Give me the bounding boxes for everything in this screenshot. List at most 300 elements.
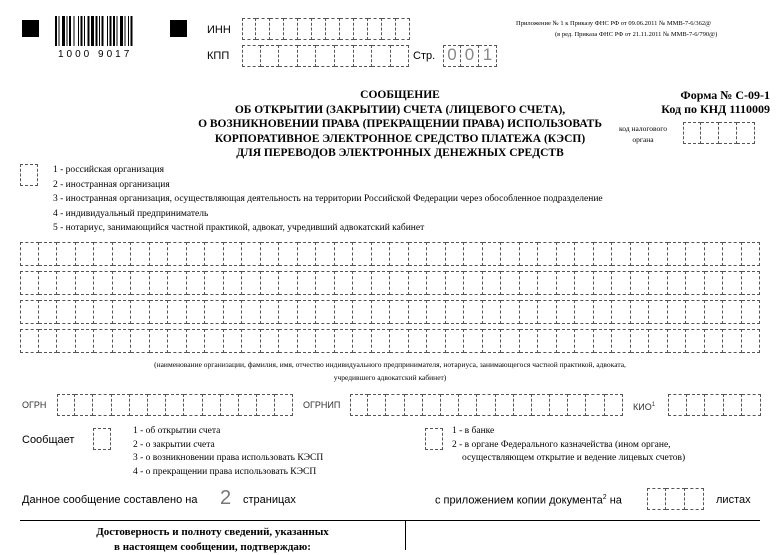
input-cell[interactable]	[612, 329, 631, 353]
input-cell[interactable]	[742, 329, 761, 353]
input-cell[interactable]	[130, 394, 148, 416]
account-place-list	[452, 425, 685, 466]
input-cell[interactable]	[687, 394, 706, 416]
input-cell[interactable]	[382, 18, 396, 40]
input-cell[interactable]	[298, 300, 317, 324]
knd-code: Код по КНД 1110009	[661, 102, 770, 116]
input-cell[interactable]	[386, 394, 404, 416]
input-cell[interactable]	[446, 271, 465, 295]
input-cell[interactable]	[205, 242, 224, 266]
input-cell[interactable]	[354, 45, 373, 67]
input-cell[interactable]	[76, 271, 95, 295]
input-cell[interactable]	[390, 300, 409, 324]
org-name-row-3[interactable]	[20, 300, 760, 324]
input-cell[interactable]	[446, 300, 465, 324]
barcode-bar	[117, 16, 118, 46]
input-cell[interactable]	[612, 271, 631, 295]
input-cell[interactable]	[705, 329, 724, 353]
input-cell[interactable]	[57, 242, 76, 266]
input-cell[interactable]	[242, 271, 261, 295]
input-cell[interactable]	[723, 329, 742, 353]
input-cell[interactable]	[113, 300, 132, 324]
page-digit[interactable]: 0	[461, 45, 479, 67]
input-cell[interactable]	[75, 394, 93, 416]
input-cell[interactable]	[261, 242, 280, 266]
input-cell[interactable]	[594, 300, 613, 324]
kio-label-text: КИО	[633, 402, 652, 412]
input-cell[interactable]	[409, 242, 428, 266]
pages-word: страницах	[243, 494, 296, 506]
input-cell[interactable]	[575, 242, 594, 266]
input-cell[interactable]	[131, 300, 150, 324]
input-cell[interactable]	[184, 394, 202, 416]
input-cell[interactable]	[270, 18, 284, 40]
input-cell[interactable]	[557, 242, 576, 266]
input-cell[interactable]	[57, 271, 76, 295]
input-cell[interactable]	[705, 300, 724, 324]
account-place-option: 1 - в банке	[452, 426, 495, 436]
org-type-option: 1 - российская организация	[53, 165, 164, 175]
barcode-bar	[69, 16, 71, 46]
input-cell[interactable]	[612, 242, 631, 266]
input-cell[interactable]	[423, 394, 441, 416]
input-cell[interactable]	[187, 300, 206, 324]
barcode-bar	[84, 16, 85, 46]
account-place-option: осуществляющем открытие и ведение лицевых счетов)	[462, 453, 686, 463]
account-place-checkbox[interactable]	[425, 428, 443, 450]
input-cell[interactable]	[353, 329, 372, 353]
input-cell[interactable]	[705, 394, 724, 416]
input-cell[interactable]	[279, 45, 298, 67]
input-cell[interactable]	[261, 300, 280, 324]
ogrnip-label: ОГРНИП	[303, 400, 341, 410]
barcode-bar	[78, 16, 79, 46]
input-cell[interactable]	[368, 18, 382, 40]
input-cell[interactable]	[279, 271, 298, 295]
input-cell[interactable]	[649, 300, 668, 324]
input-cell[interactable]	[275, 394, 293, 416]
input-cell[interactable]	[224, 271, 243, 295]
input-cell[interactable]	[372, 271, 391, 295]
input-cell[interactable]	[668, 394, 687, 416]
input-cell[interactable]	[242, 45, 261, 67]
tax-authority-code-cells[interactable]	[683, 122, 755, 144]
input-cell[interactable]	[39, 242, 58, 266]
footer-line: Достоверность и полноту сведений, указанных	[96, 526, 329, 538]
barcode-bar	[59, 16, 60, 46]
input-cell[interactable]	[649, 329, 668, 353]
input-cell[interactable]	[113, 329, 132, 353]
org-type-option: 5 - нотариус, занимающийся частной практикой, адвокат, учредивший адвокатский кабинет	[53, 223, 425, 233]
footer-confirmation	[20, 525, 405, 555]
input-cell[interactable]	[57, 394, 75, 416]
input-cell[interactable]	[39, 329, 58, 353]
input-cell[interactable]	[701, 122, 719, 144]
barcode-bar	[62, 16, 65, 46]
input-cell[interactable]	[20, 242, 39, 266]
input-cell[interactable]	[427, 300, 446, 324]
input-cell[interactable]	[39, 300, 58, 324]
barcode-bar	[120, 16, 123, 46]
input-cell[interactable]	[76, 329, 95, 353]
input-cell[interactable]	[409, 329, 428, 353]
form-number: Форма № С-09-1	[680, 88, 770, 102]
input-cell[interactable]	[57, 300, 76, 324]
ogrn-label: ОГРН	[22, 400, 47, 410]
barcode-bar	[88, 16, 90, 46]
input-cell[interactable]	[575, 300, 594, 324]
input-cell[interactable]	[409, 271, 428, 295]
input-cell[interactable]	[316, 271, 335, 295]
input-cell[interactable]	[76, 300, 95, 324]
input-cell[interactable]	[723, 271, 742, 295]
input-cell[interactable]	[150, 300, 169, 324]
input-cell[interactable]	[514, 394, 532, 416]
input-cell[interactable]	[723, 300, 742, 324]
ogrnip-cells[interactable]	[350, 394, 623, 416]
input-cell[interactable]	[550, 394, 568, 416]
barcode-bar	[55, 16, 57, 46]
input-cell[interactable]	[205, 300, 224, 324]
input-cell[interactable]	[242, 18, 256, 40]
report-type-checkbox[interactable]	[93, 428, 111, 450]
input-cell[interactable]	[538, 300, 557, 324]
input-cell[interactable]	[372, 45, 391, 67]
input-cell[interactable]	[261, 271, 280, 295]
inn-cells[interactable]	[242, 18, 410, 40]
ogrn-cells[interactable]	[57, 394, 293, 416]
input-cell[interactable]	[390, 271, 409, 295]
input-cell[interactable]	[224, 329, 243, 353]
on-word: на	[609, 494, 622, 507]
barcode	[55, 16, 170, 46]
input-cell[interactable]	[668, 329, 687, 353]
input-cell[interactable]	[390, 242, 409, 266]
appendix-line-2: (в ред. Приказа ФНС РФ от 21.11.2011 № ММВ-7-6/790@)	[555, 31, 718, 38]
input-cell[interactable]	[520, 329, 539, 353]
input-cell[interactable]	[316, 242, 335, 266]
input-cell[interactable]	[496, 394, 514, 416]
input-cell[interactable]	[354, 18, 368, 40]
input-cell[interactable]	[441, 394, 459, 416]
input-cell[interactable]	[575, 329, 594, 353]
tax-authority-label-line: код налогового	[619, 124, 667, 133]
input-cell[interactable]	[483, 300, 502, 324]
input-cell[interactable]	[242, 329, 261, 353]
input-cell[interactable]	[187, 271, 206, 295]
input-cell[interactable]	[284, 18, 298, 40]
input-cell[interactable]	[483, 329, 502, 353]
input-cell[interactable]	[256, 18, 270, 40]
input-cell[interactable]	[224, 300, 243, 324]
input-cell[interactable]	[372, 329, 391, 353]
input-cell[interactable]	[20, 329, 39, 353]
input-cell[interactable]	[427, 329, 446, 353]
barcode-bar	[113, 16, 115, 46]
input-cell[interactable]	[131, 242, 150, 266]
input-cell[interactable]	[685, 488, 704, 510]
title-line: ОБ ОТКРЫТИИ (ЗАКРЫТИИ) СЧЕТА (ЛИЦЕВОГО СЧЕТА),	[234, 103, 566, 116]
input-cell[interactable]	[742, 300, 761, 324]
input-cell[interactable]	[335, 300, 354, 324]
barcode-bar	[99, 16, 100, 46]
input-cell[interactable]	[719, 122, 737, 144]
input-cell[interactable]	[168, 271, 187, 295]
barcode-bar	[128, 16, 129, 46]
input-cell[interactable]	[586, 394, 604, 416]
input-cell[interactable]	[459, 394, 477, 416]
input-cell[interactable]	[649, 271, 668, 295]
input-cell[interactable]	[391, 45, 410, 67]
kio-label	[633, 402, 655, 412]
input-cell[interactable]	[340, 18, 354, 40]
input-cell[interactable]	[631, 300, 650, 324]
org-name-row-4[interactable]	[20, 329, 760, 353]
input-cell[interactable]	[538, 242, 557, 266]
input-cell[interactable]	[446, 329, 465, 353]
copy-sheets-cells[interactable]	[647, 488, 704, 510]
input-cell[interactable]	[668, 300, 687, 324]
appendix-line-1: Приложение № 1 к Приказу ФНС РФ от 09.06.2011 № ММВ-7-6/362@	[516, 20, 712, 27]
barcode-bar	[110, 16, 112, 46]
input-cell[interactable]	[298, 329, 317, 353]
input-cell[interactable]	[686, 271, 705, 295]
input-cell[interactable]	[446, 242, 465, 266]
input-cell[interactable]	[501, 329, 520, 353]
barcode-bar	[102, 16, 104, 46]
input-cell[interactable]	[647, 488, 666, 510]
input-cell[interactable]	[464, 329, 483, 353]
input-cell[interactable]	[575, 271, 594, 295]
input-cell[interactable]	[568, 394, 586, 416]
input-cell[interactable]	[224, 242, 243, 266]
report-type-list	[133, 425, 323, 479]
input-cell[interactable]	[257, 394, 275, 416]
input-cell[interactable]	[631, 271, 650, 295]
input-cell[interactable]	[742, 271, 761, 295]
input-cell[interactable]	[538, 329, 557, 353]
input-cell[interactable]	[557, 300, 576, 324]
input-cell[interactable]	[298, 18, 312, 40]
input-cell[interactable]	[501, 271, 520, 295]
title-line: О ВОЗНИКНОВЕНИИ ПРАВА (ПРЕКРАЩЕНИИ ПРАВА) ИСПОЛЬЗОВАТЬ	[198, 118, 602, 130]
input-cell[interactable]	[649, 242, 668, 266]
input-cell[interactable]	[372, 300, 391, 324]
page-number-cells[interactable]	[443, 45, 497, 67]
input-cell[interactable]	[353, 300, 372, 324]
input-cell[interactable]	[335, 329, 354, 353]
input-cell[interactable]	[372, 242, 391, 266]
input-cell[interactable]	[683, 122, 701, 144]
input-cell[interactable]	[705, 242, 724, 266]
input-cell[interactable]	[279, 329, 298, 353]
org-type-option: 2 - иностранная организация	[53, 179, 170, 190]
input-cell[interactable]	[335, 271, 354, 295]
input-cell[interactable]	[520, 242, 539, 266]
input-cell[interactable]	[464, 271, 483, 295]
input-cell[interactable]	[594, 271, 613, 295]
input-cell[interactable]	[705, 271, 724, 295]
copy-document-text: с приложением копии документа	[435, 494, 603, 507]
input-cell[interactable]	[520, 300, 539, 324]
input-cell[interactable]	[483, 271, 502, 295]
sheets-word: листах	[716, 494, 751, 506]
input-cell[interactable]	[723, 242, 742, 266]
report-type-option: 2 - о закрытии счета	[133, 439, 215, 450]
org-type-option: 3 - иностранная организация, осуществляющая деятельность на территории Российской Федерации через обособленное подразделение	[53, 194, 603, 204]
input-cell[interactable]	[298, 45, 317, 67]
input-cell[interactable]	[113, 242, 132, 266]
corner-mark-right	[170, 20, 187, 37]
input-cell[interactable]	[557, 329, 576, 353]
input-cell[interactable]	[239, 394, 257, 416]
input-cell[interactable]	[594, 329, 613, 353]
input-cell[interactable]	[316, 329, 335, 353]
input-cell[interactable]	[94, 271, 113, 295]
org-name-caption	[20, 358, 760, 384]
input-cell[interactable]	[350, 394, 368, 416]
input-cell[interactable]	[205, 271, 224, 295]
input-cell[interactable]	[686, 329, 705, 353]
input-cell[interactable]	[187, 329, 206, 353]
input-cell[interactable]	[477, 394, 495, 416]
input-cell[interactable]	[76, 242, 95, 266]
input-cell[interactable]	[631, 329, 650, 353]
input-cell[interactable]	[427, 242, 446, 266]
input-cell[interactable]	[396, 18, 410, 40]
input-cell[interactable]	[464, 300, 483, 324]
input-cell[interactable]	[368, 394, 386, 416]
page-digit[interactable]: 0	[443, 45, 461, 67]
input-cell[interactable]	[242, 300, 261, 324]
input-cell[interactable]	[187, 242, 206, 266]
input-cell[interactable]	[131, 329, 150, 353]
input-cell[interactable]	[112, 394, 130, 416]
input-cell[interactable]	[409, 300, 428, 324]
input-cell[interactable]	[353, 271, 372, 295]
input-cell[interactable]	[166, 394, 184, 416]
page-label: Стр.	[413, 50, 436, 62]
input-cell[interactable]	[205, 329, 224, 353]
input-cell[interactable]	[168, 242, 187, 266]
input-cell[interactable]	[353, 242, 372, 266]
input-cell[interactable]	[20, 271, 39, 295]
title-line: СООБЩЕНИЕ	[360, 89, 440, 101]
input-cell[interactable]	[666, 488, 685, 510]
input-cell[interactable]	[93, 394, 111, 416]
input-cell[interactable]	[686, 300, 705, 324]
input-cell[interactable]	[326, 18, 340, 40]
input-cell[interactable]	[316, 45, 335, 67]
input-cell[interactable]	[737, 122, 755, 144]
input-cell[interactable]	[20, 300, 39, 324]
report-label: Сообщает	[22, 434, 75, 446]
kio-cells[interactable]	[668, 394, 761, 416]
input-cell[interactable]	[335, 242, 354, 266]
input-cell[interactable]	[612, 300, 631, 324]
input-cell[interactable]	[312, 18, 326, 40]
org-name-caption-line: учредившего адвокатский кабинет)	[333, 373, 447, 382]
input-cell[interactable]	[57, 329, 76, 353]
copy-footnote: 2	[602, 494, 607, 501]
input-cell[interactable]	[631, 242, 650, 266]
input-cell[interactable]	[94, 329, 113, 353]
input-cell[interactable]	[39, 271, 58, 295]
input-cell[interactable]	[557, 271, 576, 295]
input-cell[interactable]	[150, 329, 169, 353]
input-cell[interactable]	[605, 394, 623, 416]
input-cell[interactable]	[94, 300, 113, 324]
page-digit[interactable]: 1	[479, 45, 497, 67]
input-cell[interactable]	[113, 271, 132, 295]
kio-footnote: 1	[651, 402, 656, 408]
org-name-caption-line: (наименование организации, фамилия, имя, отчество индивидуального предпринимателя, нотариуса, занимающегося частной практикой, адвоката,	[154, 360, 626, 369]
org-type-option: 4 - индивидуальный предприниматель	[53, 208, 209, 219]
input-cell[interactable]	[724, 394, 743, 416]
report-type-option: 4 - о прекращении права использовать КЭСП	[133, 466, 317, 477]
input-cell[interactable]	[150, 271, 169, 295]
input-cell[interactable]	[594, 242, 613, 266]
input-cell[interactable]	[168, 329, 187, 353]
kpp-label: КПП	[207, 50, 230, 62]
barcode-bar	[96, 16, 98, 46]
input-cell[interactable]	[221, 394, 239, 416]
input-cell[interactable]	[538, 271, 557, 295]
footer-top-line	[20, 520, 760, 521]
input-cell[interactable]	[742, 242, 761, 266]
input-cell[interactable]	[390, 329, 409, 353]
footer-divider	[405, 520, 406, 550]
input-cell[interactable]	[501, 242, 520, 266]
input-cell[interactable]	[261, 329, 280, 353]
kpp-cells[interactable]	[242, 45, 409, 67]
input-cell[interactable]	[148, 394, 166, 416]
input-cell[interactable]	[501, 300, 520, 324]
input-cell[interactable]	[483, 242, 502, 266]
input-cell[interactable]	[668, 242, 687, 266]
input-cell[interactable]	[168, 300, 187, 324]
input-cell[interactable]	[742, 394, 761, 416]
title-line: КОРПОРАТИВНОЕ ЭЛЕКТРОННОЕ СРЕДСТВО ПЛАТЕЖА (КЭСП)	[214, 132, 586, 145]
barcode-bar	[107, 16, 108, 46]
org-name-row-2[interactable]	[20, 271, 760, 295]
input-cell[interactable]	[427, 271, 446, 295]
input-cell[interactable]	[335, 45, 354, 67]
input-cell[interactable]	[298, 242, 317, 266]
input-cell[interactable]	[261, 45, 280, 67]
input-cell[interactable]	[464, 242, 483, 266]
input-cell[interactable]	[150, 242, 169, 266]
input-cell[interactable]	[131, 271, 150, 295]
input-cell[interactable]	[668, 271, 687, 295]
input-cell[interactable]	[279, 300, 298, 324]
input-cell[interactable]	[532, 394, 550, 416]
form-title	[180, 88, 620, 161]
pages-count[interactable]: 2	[220, 487, 232, 509]
input-cell[interactable]	[520, 271, 539, 295]
input-cell[interactable]	[94, 242, 113, 266]
org-name-row-1[interactable]	[20, 242, 760, 266]
input-cell[interactable]	[316, 300, 335, 324]
org-type-checkbox[interactable]	[20, 164, 38, 186]
input-cell[interactable]	[405, 394, 423, 416]
input-cell[interactable]	[203, 394, 221, 416]
input-cell[interactable]	[686, 242, 705, 266]
copy-document-label	[435, 494, 622, 507]
input-cell[interactable]	[298, 271, 317, 295]
input-cell[interactable]	[279, 242, 298, 266]
input-cell[interactable]	[242, 242, 261, 266]
